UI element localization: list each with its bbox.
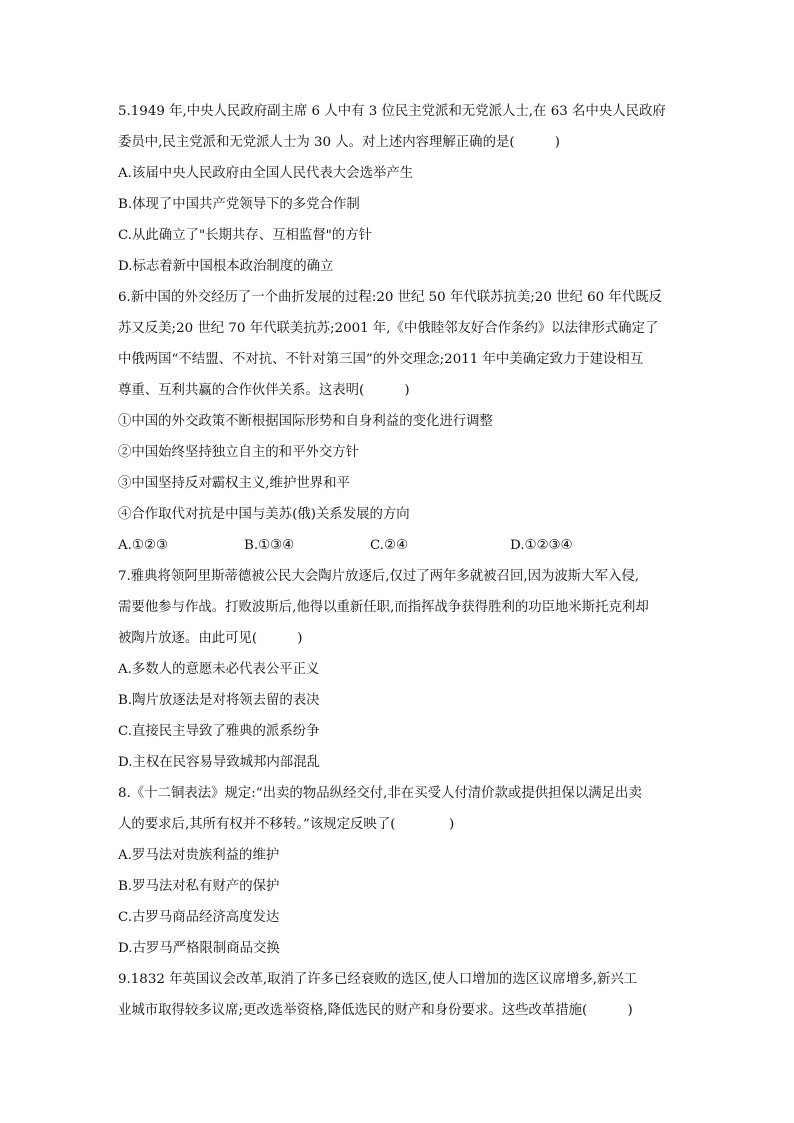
question-7-option-b: B.陶片放逐法是对将领去留的表决 [118,693,320,708]
question-8 [118,778,693,964]
question-6-options-row [118,530,693,561]
question-8-option-c: C.古罗马商品经济高度发达 [118,910,280,925]
question-6-stem-line-3: 中俄两国“不结盟、不对抗、不针对第三国”的外交理念;2011 年中美确定致力于建设相互 [118,352,644,367]
question-5 [118,96,693,282]
question-7-stem-line-2: 需要他参与作战。打败波斯后,他得以重新任职,而指挥战争获得胜利的功臣地米斯托克利却 [118,600,649,615]
question-5-stem-line-1: 5.1949 年,中央人民政府副主席 6 人中有 3 位民主党派和无党派人士,在 63 名中央人民政府 [118,104,666,119]
question-6-option-a: A.①②③ [118,538,168,553]
question-8-option-b: B.罗马法对私有财产的保护 [118,879,280,894]
question-5-option-d: D.标志着新中国根本政治制度的确立 [118,259,334,274]
question-8-stem-line-1: 8.《十二铜表法》规定:“出卖的物品纵经交付,非在买受人付清价款或提供担保以满足出卖 [118,786,642,801]
question-9 [118,964,693,1026]
question-5-stem-line-2: 委员中,民主党派和无党派人士为 30 人。对上述内容理解正确的是( ) [118,135,560,150]
question-6 [118,282,693,561]
question-8-option-a: A.罗马法对贵族利益的维护 [118,848,280,863]
question-6-statement-3: ③中国坚持反对霸权主义,维护世界和平 [118,476,350,491]
question-6-option-d: D.①②③④ [510,538,573,553]
question-9-stem-line-1: 9.1832 年英国议会改革,取消了许多已经衰败的选区,使人口增加的选区议席增多,新兴工 [118,972,638,987]
question-6-statement-4: ④合作取代对抗是中国与美苏(俄)关系发展的方向 [118,507,410,522]
question-7-option-c: C.直接民主导致了雅典的派系纷争 [118,724,320,739]
question-9-stem-line-2: 业城市取得较多议席;更改选举资格,降低选民的财产和身份要求。这些改革措施( ) [118,1003,633,1018]
question-6-statement-1: ①中国的外交政策不断根据国际形势和自身利益的变化进行调整 [118,414,493,429]
question-7 [118,561,693,778]
question-7-stem-line-1: 7.雅典将领阿里斯蒂德被公民大会陶片放逐后,仅过了两年多就被召回,因为波斯大军入侵, [118,569,639,584]
question-5-option-c: C.从此确立了"长期共存、互相监督"的方针 [118,228,372,243]
question-7-option-a: A.多数人的意愿未必代表公平正义 [118,662,320,677]
exam-page [118,96,693,1026]
question-6-stem-line-2: 苏又反美;20 世纪 70 年代联美抗苏;2001 年,《中俄睦邻友好合作条约》以法律形式确定了 [118,321,659,336]
question-7-option-d: D.主权在民容易导致城邦内部混乱 [118,755,320,770]
question-5-option-b: B.体现了中国共产党领导下的多党合作制 [118,197,360,212]
question-8-option-d: D.古罗马严格限制商品交换 [118,941,280,956]
question-6-stem-line-1: 6.新中国的外交经历了一个曲折发展的过程:20 世纪 50 年代联苏抗美;20 世纪 60 年代既反 [118,290,662,305]
question-7-stem-line-3: 被陶片放逐。由此可见( ) [118,631,303,646]
question-6-option-b: B.①③④ [244,538,295,553]
question-8-stem-line-2: 人的要求后,其所有权并不移转。”该规定反映了( ) [118,817,455,832]
question-5-option-a: A.该届中央人民政府由全国人民代表大会选举产生 [118,166,414,181]
question-6-statement-2: ②中国始终坚持独立自主的和平外交方针 [118,445,360,460]
question-6-option-c: C.②④ [370,538,409,553]
question-6-stem-line-4: 尊重、互利共赢的合作伙伴关系。这表明( ) [118,383,410,398]
